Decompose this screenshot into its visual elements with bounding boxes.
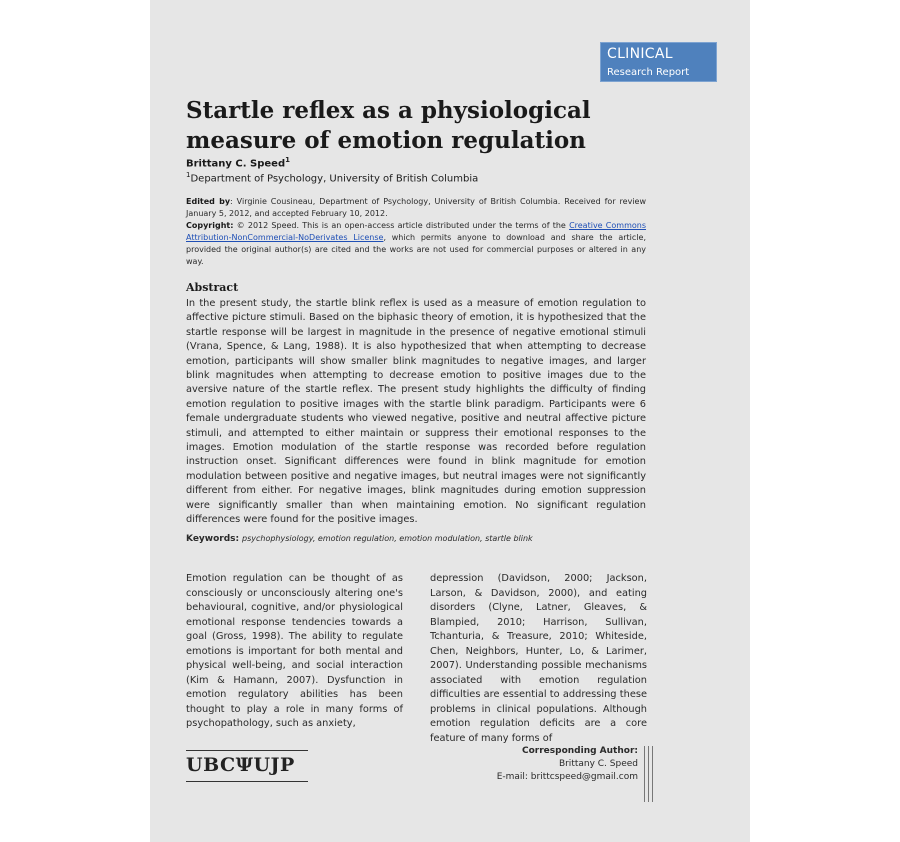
right-margin [750, 0, 900, 842]
corresponding-author [470, 745, 638, 784]
keywords [186, 534, 646, 544]
author-line [186, 156, 290, 169]
logo-ubc: UBC [186, 754, 236, 776]
copyright-label: Copyright: [186, 221, 234, 230]
keywords-label: Keywords: [186, 534, 240, 544]
affiliation-line [186, 171, 478, 184]
body-column-left: Emotion regulation can be thought of as consciously or unconsciously altering one's behavioural, cognitive, and/or physiological emotional response tendencies towards a goal (Gross, 1998). The ability to regulate emotions is important for both mental and physical well-being, and social interaction (Kim & Hamann, 2007). Dysfunction in emotion regulatory abilities has been thought to play a role in many forms of psychopathology, such as anxiety, [186, 573, 403, 729]
bar-line [644, 746, 645, 802]
author-name: Brittany C. Speed [186, 158, 286, 170]
license-link[interactable]: Creative Commons Attribution-NonCommercial-NoDerivates License [186, 221, 647, 242]
affiliation-sup: 1 [186, 171, 191, 179]
decorative-bars [644, 746, 654, 802]
paper-title: Startle reflex as a physiological measure of emotion regulation [186, 97, 591, 154]
copyright-text-1: © 2012 Speed. This is an open-access article distributed under the terms of the [233, 221, 570, 230]
corr-label: Corresponding Author: [522, 746, 638, 756]
logo-ujp: UJP [253, 754, 295, 776]
edited-text: : Virginie Cousineau, Department of Psychology, University of British Columbia. Received for review January 5, 2012, and accepted February 10, 2012. [186, 197, 647, 218]
abstract-body: In the present study, the startle blink reflex is used as a measure of emotion regulation to affective picture stimuli. Based on the biphasic theory of emotion, it is hypothesized that the startle response will be largest in magnitude in the presence of negative emotional stimuli (Vrana, Spence, & Lang, 1988). It is also hypothesized that when attempting to decrease emotion, participants will show smaller blink magnitudes to negative images, and larger blink magnitudes when attempting to decrease emotion to positive images due to the aversive nature of the startle reflex. The present study highlights the difficulty of finding emotion regulation to positive images with the startle blink paradigm. Participants were 6 female undergraduate students who viewed negative, positive and neutral affective picture stimuli, and attempted to either maintain or suppress their emotional responses to the images. Emotion modulation of the startle response was recorded before regulation instruction onset. Significant differences were found in blink magnitude for emotion modulation between positive and negative images, but neutral images were not significantly different from either. For negative images, blink magnitudes during emotion suppression were significantly smaller than when maintaining emotion. No significant regulation differences were found for the positive images. [186, 298, 646, 526]
affiliation: Department of Psychology, University of British Columbia [190, 173, 479, 185]
body-column-right: depression (Davidson, 2000; Jackson, Larson, & Davidson, 2000), and eating disorders (Clyne, Latner, Gleaves, & Blampied, 2010; Harrison, Sullivan, Tchanturia, & Treasure, 2010; Whiteside, Chen, Neighbors, Hunter, Lo, & Larimer, 2007). Understanding possible mechanisms associated with emotion regulation difficulties are essential to addressing these problems in clinical populations. Although emotion regulation deficits are a core feature of many forms of [430, 573, 647, 744]
abstract-heading: Abstract [186, 281, 239, 294]
corr-email: E-mail: brittcspeed@gmail.com [496, 772, 638, 782]
left-margin [0, 0, 150, 842]
logo-psi: Ψ [235, 754, 254, 776]
bar-line [648, 746, 649, 802]
corr-name: Brittany C. Speed [558, 759, 638, 769]
author-sup: 1 [285, 156, 290, 164]
badge-category: CLINICAL [607, 46, 673, 62]
article-meta [186, 196, 646, 268]
keywords-value: psychophysiology, emotion regulation, emotion modulation, startle blink [242, 534, 533, 543]
section-badge [600, 42, 717, 82]
copyright-text-2: , which permits anyone to download and share the article, provided the original author(s) are cited and the works are not used for commercial purposes or altered in any way. [186, 233, 646, 266]
edited-label: Edited by [186, 197, 231, 206]
journal-logo [186, 750, 308, 782]
bar-line [652, 746, 653, 802]
badge-type: Research Report [607, 67, 690, 78]
